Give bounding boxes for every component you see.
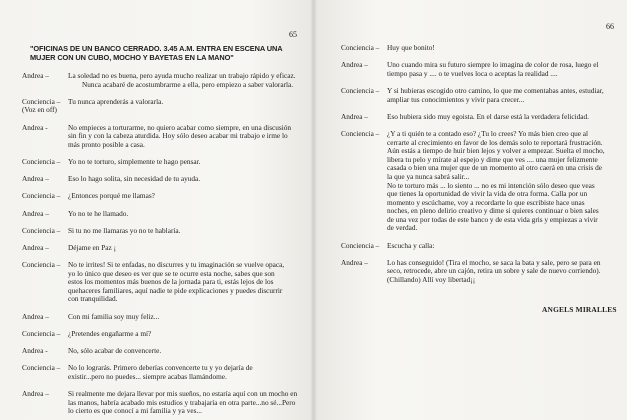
speaker-label: Andrea – [22,388,49,398]
dialogue-line: Nunca acabaré de acostumbrarme a ella, pero empiezo a saber valorarla. [82,79,294,89]
dialogue-line: Eso hubiera sido muy egoista. En el darse está la verdadera felicidad. [387,111,590,121]
dialogue-line: estos los momentos más buenos de la jornada para ti, estás lejos de los [68,277,274,287]
dialogue-line: ¿Y a ti quién te a contado eso? ¿Tu lo crees? Yo más bien creo que al [387,128,589,138]
dialogue-entry [341,87,613,104]
dialogue-line: lo cierto es que conocí a mi familia y ya ves... [68,406,202,416]
dialogue-line: quehaceres familiares, aquí nadie te pide explicaciones y puedes discurrir [68,285,283,295]
speaker-label: Andrea - [22,122,48,132]
dialogue-entry [22,347,304,356]
dialogue-entry [22,175,304,184]
dialogue-line: Aún estás a tiempo de huir bien lejos y volver a empezar. Suelta el mocho, [387,146,605,156]
dialogue-line: No lo lograrás. Primero deberías convencerte tu y yo dejaría de [68,363,253,373]
speaker-label: Conciencia – [341,128,380,138]
dialogue-line: noches, en pleno delirio creativo y dime si quieres continuar o bien sales [387,206,599,216]
dialogue-line: libera tu pelo y mírate al espejo y dime que ves .... una mujer felizmente [387,154,598,164]
dialogue-line: Yo no te torturo, simplemente te hago pensar. [68,156,201,166]
dialogue-entry [22,244,304,253]
author-signature: ANGELS MIRALLES [542,305,617,314]
dialogue-entry [22,72,304,89]
right-dialogue [341,44,613,293]
dialogue-line: con tranquilidad. [68,294,118,304]
dialogue-entry [22,192,304,201]
dialogue-line: No empieces a torturarme, no quiero acabar como siempre, en una discusión [68,122,292,132]
dialogue-line: yo lo único que deseo es ver que se te ocurre esta noche, sabes que son [68,268,275,278]
dialogue-line: las manos, habría acabado mis estudios y trabajaría en otra parte...no sé...Pero [68,397,296,407]
dialogue-line: Tu nunca aprenderás a valorarla. [68,96,164,106]
speaker-label: Andrea – [22,208,49,218]
speaker-label: Andrea – [22,71,49,80]
dialogue-line: No te irrites! Si te enfadas, no discurres y tu imaginación se vuelve opaca, [68,260,285,270]
speaker-label: Andrea – [341,257,368,267]
dialogue-line: momento y escúchame, voy a recordarte lo que escribiste hace unas [387,197,585,207]
speaker-label: Conciencia – [22,225,61,235]
dialogue-line: La soledad no es buena, pero ayuda mucho realizar un trabajo rápido y eficaz. [68,71,296,80]
dialogue-line: Si tu no me llamaras yo no te hablaría. [68,225,181,235]
page-number-left: 65 [289,30,297,39]
speaker-label: Conciencia – [22,96,61,106]
dialogue-entry [341,44,613,53]
dialogue-line: de verdad. [387,223,418,233]
dialogue-line: Si realmente me dejara llevar por mis sueños, no estaría aquí con un mocho en [68,388,298,398]
dialogue-line: Escucha y calla: [387,240,435,250]
dialogue-line: Huy que bonito! [387,43,435,52]
dialogue-entry [22,330,304,339]
speaker-label: Andrea – [22,242,49,252]
scene-heading: "OFICINAS DE UN BANCO CERRADO. 3.45 A.M. ENTRA EN ESCENA UNA MUJER CON UN CUBO, MOCHO Y BAYETAS EN LA MANO" [30,44,283,62]
speaker-label: Andrea – [341,111,368,121]
dialogue-line: Lo has conseguido! (Tira el mocho, se saca la bata y sale, pero se para en [387,257,601,267]
dialogue-entry [22,261,304,304]
dialogue-line: sin fin y con la cabeza aturdida. Hoy sólo deseo acabar mi trabajo e irme lo [68,131,288,141]
dialogue-entry [341,242,613,251]
left-page [0,0,312,420]
dialogue-line: Con mi familia soy muy feliz... [68,311,160,321]
dialogue-entry [341,113,613,122]
dialogue-line: ¿Entonces porqué me llamas? [68,191,155,201]
dialogue-entry [341,130,613,233]
dialogue-line: No te torturo más ... lo siento ... no es mi intención sólo deseo que veas [387,180,595,190]
dialogue-line: seco, retrocede, abre un cajón, retira un sobre y sale de nuevo corriendo). [387,266,601,276]
dialogue-line: ¿Pretendes engañarme a mí? [68,328,152,338]
dialogue-entry [22,364,304,381]
right-page [316,0,627,420]
dialogue-line: Uno cuando mira su futuro siempre lo imagina de color de rosa, luego el [387,60,599,70]
dialogue-line: de una vez por todas de este banco y de esta vida gris y empiezas a vivir [387,214,598,224]
speaker-label: Andrea – [341,60,368,70]
left-dialogue [22,72,304,420]
dialogue-line: tiempo pasa y .... o te vuelves loca o aceptas la realidad .... [387,68,558,78]
speaker-label: Andrea - [22,346,48,355]
dialogue-line: (Chillando) Allí voy libertad¡¡ [387,275,476,285]
dialogue-entry [22,313,304,322]
speaker-label: Conciencia – [22,260,61,270]
dialogue-line: cerrarte al crecimiento en favor de los demás solo te reportará frustración. [387,137,603,147]
dialogue-line: la que ya nunca sabrá salir... [387,171,470,181]
speaker-label: Andrea – [22,311,49,321]
dialogue-line: existir...pero no puedes... siempre acabas llamándome. [68,371,227,381]
page-number-right: 66 [606,22,614,31]
dialogue-entry [22,390,304,416]
dialogue-line: Yo no te he llamado. [68,208,129,218]
dialogue-line: casada o bien una mujer que de un momento al otro caerá en una crisis de [387,163,602,173]
speaker-label: Conciencia – [22,328,61,338]
speaker-label: Conciencia – [341,240,380,250]
speaker-label: Conciencia – [22,156,61,166]
speaker-label: Conciencia – [341,43,380,52]
dialogue-entry [22,227,304,236]
dialogue-line: Y si hubieras escogido otro camino, lo que me comentabas antes, estudiar, [387,85,604,95]
dialogue-entry [22,210,304,219]
dialogue-entry [22,124,304,150]
dialogue-entry [22,98,304,115]
dialogue-entry [341,61,613,78]
speaker-label: Conciencia – [22,191,61,201]
speaker-label: Conciencia – [22,363,61,373]
dialogue-line: No, sólo acabar de convencerte. [68,346,162,355]
dialogue-entry [341,259,613,285]
stage-direction: (Voz en off) [22,105,57,115]
dialogue-line: más pronto posible a casa. [68,139,145,149]
speaker-label: Andrea – [22,174,49,184]
dialogue-line: Déjame en Paz ¡ [68,242,117,252]
dialogue-line: ampliar tus conocimientos y vivir para crecer... [387,94,525,104]
dialogue-line: que tienes la oportunidad de vivir la vida de otra forma. Calla por un [387,189,588,199]
dialogue-line: Eso lo hago solita, sin necesidad de tu ayuda. [68,174,201,184]
speaker-label: Conciencia – [341,85,380,95]
dialogue-entry [22,158,304,167]
